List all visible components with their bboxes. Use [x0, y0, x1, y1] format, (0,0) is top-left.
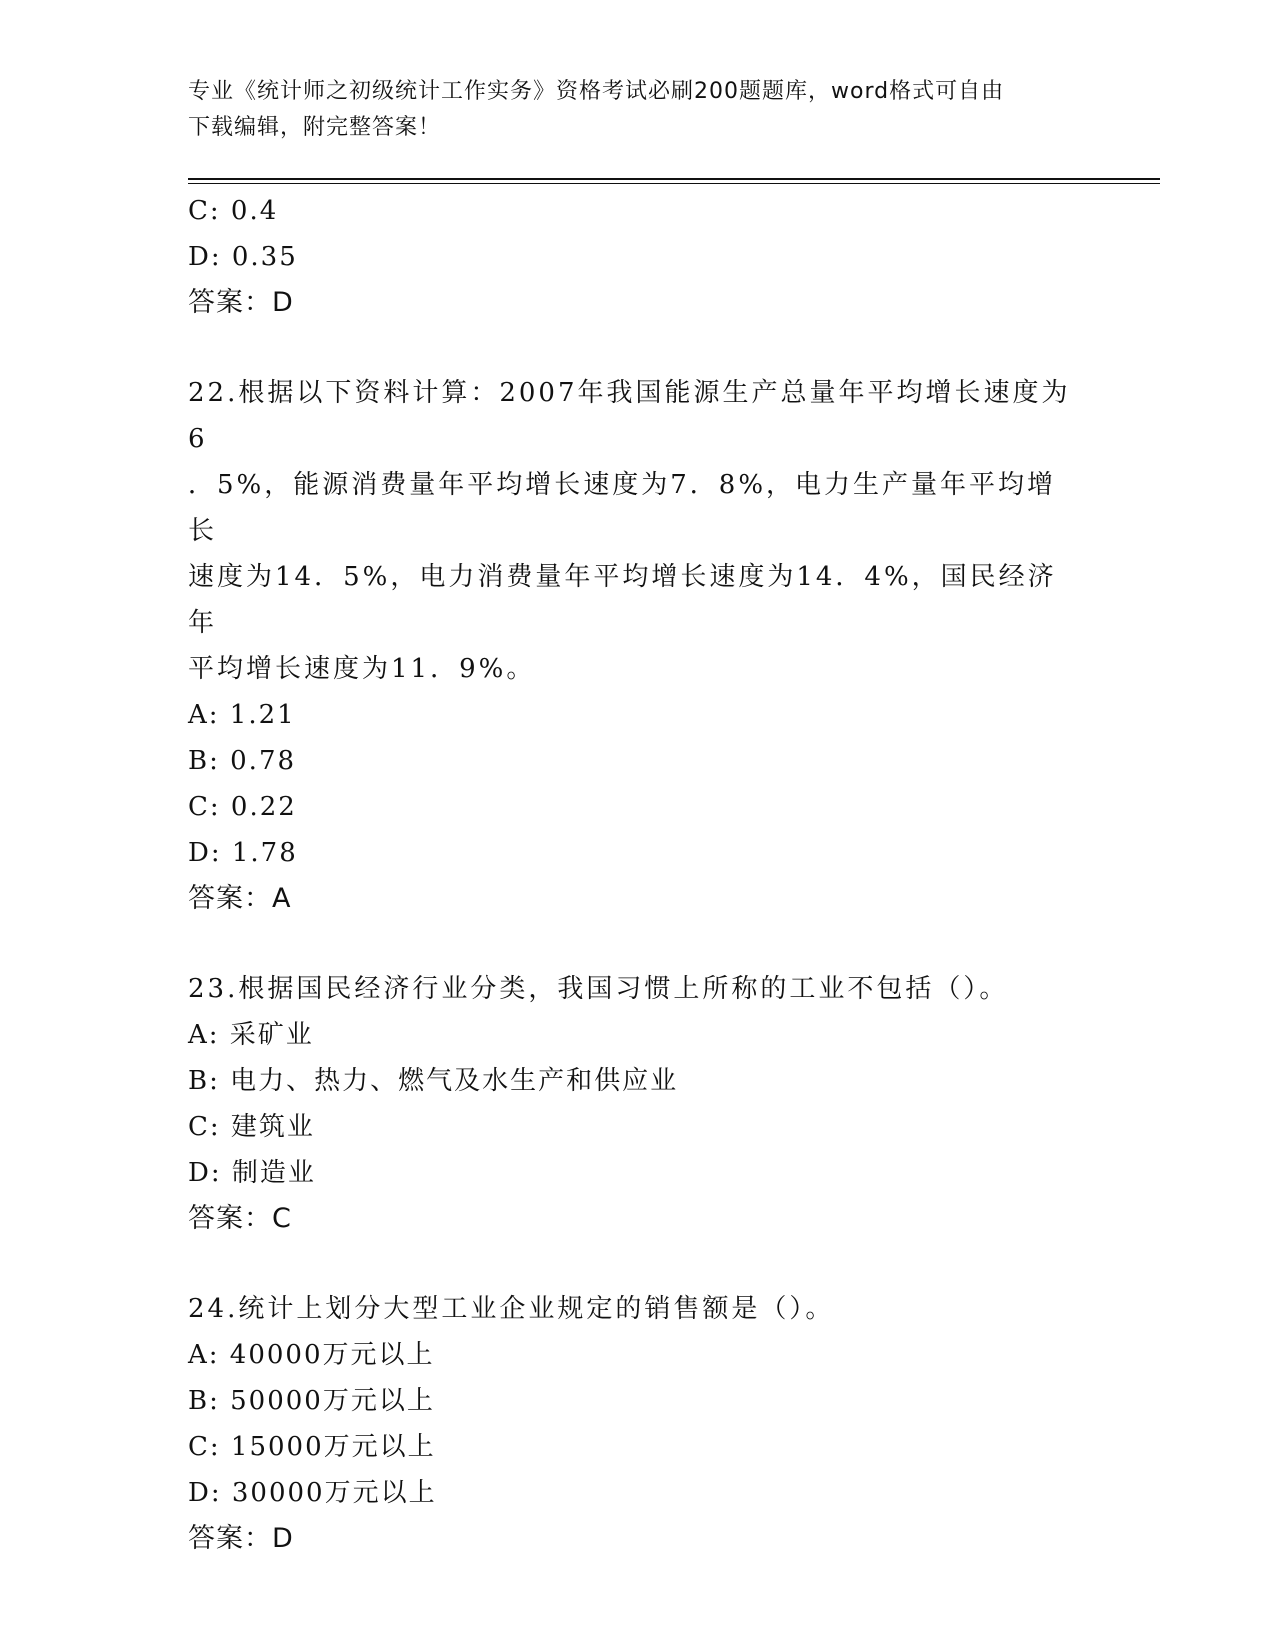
option-c: C: 15000万元以上 — [188, 1432, 436, 1462]
option-c: C: 0.4 — [188, 196, 279, 226]
option-d: D: 制造业 — [188, 1158, 316, 1188]
question-22 — [188, 370, 1088, 922]
question-text — [188, 966, 1078, 1012]
answer-line: 答案：C — [188, 1203, 292, 1234]
option-d: D: 1.78 — [188, 838, 298, 868]
question-text-line: 速度为14．5%，电力消费量年平均增长速度为14．4%，国民经济年 — [188, 562, 1057, 638]
option-b: B: 0.78 — [188, 746, 297, 776]
document-body — [188, 188, 1088, 1562]
option-c: C: 0.22 — [188, 792, 297, 822]
option-b: B: 50000万元以上 — [188, 1386, 435, 1416]
question-text — [188, 370, 1078, 692]
answer-line: 答案：A — [188, 883, 292, 914]
option-a: A: 1.21 — [188, 700, 296, 730]
prev-question — [188, 188, 1088, 326]
option-b: B: 电力、热力、燃气及水生产和供应业 — [188, 1066, 679, 1096]
question-text-line: 24.统计上划分大型工业企业规定的销售额是（）。 — [188, 1294, 835, 1324]
answer-line: 答案：D — [188, 287, 294, 318]
option-c: C: 建筑业 — [188, 1112, 315, 1142]
header-rule-thick — [188, 178, 1160, 180]
option-a: A: 采矿业 — [188, 1020, 314, 1050]
header-line-1: 专业《统计师之初级统计工作实务》资格考试必刷200题题库，word格式可自由 — [188, 79, 1005, 104]
question-text-line: 23.根据国民经济行业分类，我国习惯上所称的工业不包括（）。 — [188, 974, 1009, 1004]
option-a: A: 40000万元以上 — [188, 1340, 435, 1370]
question-text-line: 22.根据以下资料计算：2007年我国能源生产总量年平均增长速度为6 — [188, 378, 1071, 454]
document-header — [188, 74, 1088, 146]
question-text — [188, 1286, 1078, 1332]
option-d: D: 30000万元以上 — [188, 1478, 437, 1508]
question-text-line: ．5%，能源消费量年平均增长速度为7．8%，电力生产量年平均增长 — [188, 470, 1057, 546]
question-23 — [188, 966, 1088, 1242]
header-rule-thin — [188, 183, 1160, 184]
question-24 — [188, 1286, 1088, 1562]
answer-line: 答案：D — [188, 1523, 294, 1554]
header-line-2: 下载编辑，附完整答案！ — [188, 115, 442, 140]
option-d: D: 0.35 — [188, 242, 298, 272]
question-text-line: 平均增长速度为11．9%。 — [188, 654, 536, 684]
